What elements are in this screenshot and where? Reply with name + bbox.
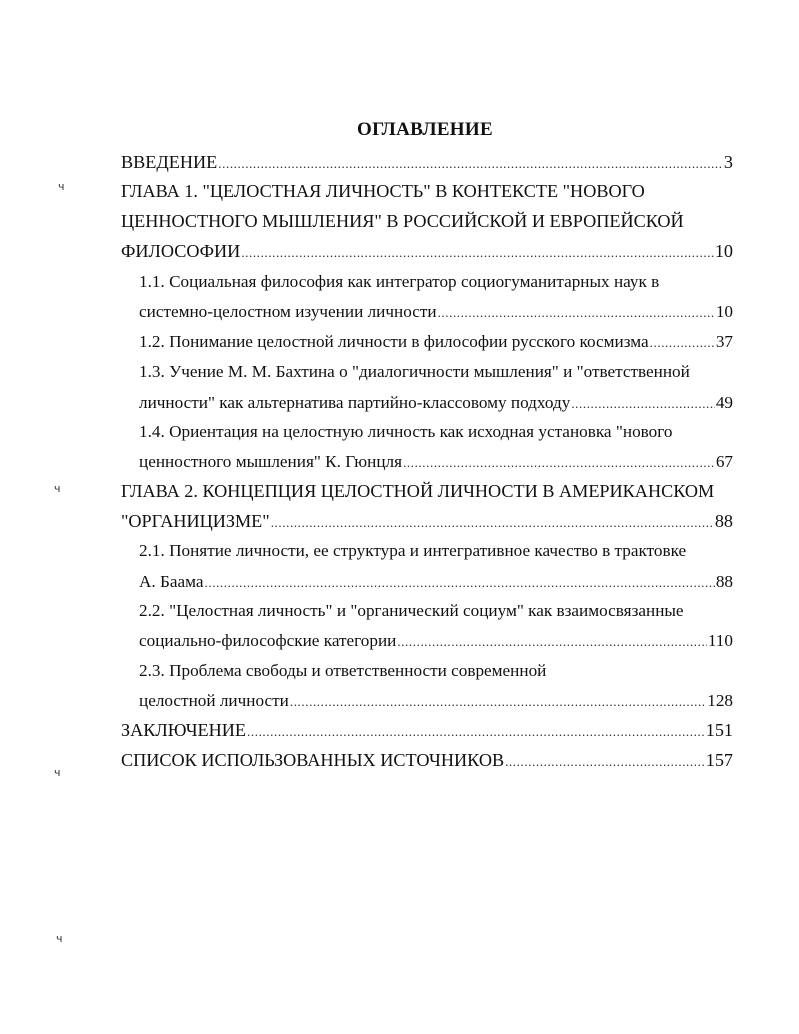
toc-section-1-4[interactable] (139, 451, 733, 474)
toc-page-number: 110 (707, 631, 733, 650)
toc-page-number: 151 (705, 720, 733, 740)
toc-entry-text: ВВЕДЕНИЕ (121, 152, 218, 172)
toc-page-number: 88 (715, 572, 733, 591)
toc-entry-text: системно-целостном изучении личности (139, 302, 437, 321)
toc-page-number: 10 (715, 302, 733, 321)
toc-section-1-4-line1[interactable]: 1.4. Ориентация на целостную личность как исходная установка "нового (139, 422, 673, 441)
toc-page-number: 37 (715, 332, 733, 351)
toc-section-1-2[interactable] (139, 331, 733, 354)
toc-entry-text: ценностного мышления" К. Гюнцля (139, 452, 403, 471)
toc-entry-intro[interactable] (121, 151, 733, 175)
toc-entry-sources[interactable] (121, 749, 733, 773)
toc-page-number: 88 (714, 511, 733, 531)
toc-chapter-1-line2[interactable]: ЦЕННОСТНОГО МЫШЛЕНИЯ" В РОССИЙСКОЙ И ЕВРОПЕЙСКОЙ (121, 211, 684, 231)
toc-page-number: 10 (714, 241, 733, 261)
leader-dots (403, 452, 715, 474)
toc-entry-text: ФИЛОСОФИИ (121, 241, 241, 261)
leader-dots (438, 302, 715, 324)
toc-page-number: 49 (715, 393, 733, 412)
toc-section-2-3[interactable] (139, 690, 733, 713)
toc-section-2-1[interactable] (139, 571, 733, 594)
toc-entry-text: "ОРГАНИЦИЗМЕ" (121, 511, 270, 531)
leader-dots (271, 512, 714, 534)
margin-mark: ч (56, 932, 63, 945)
toc-chapter-1-line1[interactable]: ГЛАВА 1. "ЦЕЛОСТНАЯ ЛИЧНОСТЬ" В КОНТЕКСТЕ "НОВОГО (121, 181, 645, 201)
leader-dots (290, 691, 706, 713)
leader-dots (571, 393, 715, 415)
toc-page-number: 67 (715, 452, 733, 471)
leader-dots (505, 751, 705, 773)
toc-section-1-3[interactable] (139, 392, 733, 415)
margin-mark: ч (54, 482, 61, 495)
page-title: ОГЛАВЛЕНИЕ (357, 119, 493, 140)
toc-section-1-1-line1[interactable]: 1.1. Социальная философия как интегратор социогуманитарных наук в (139, 272, 660, 291)
leader-dots (218, 153, 723, 175)
toc-entry-text: ЗАКЛЮЧЕНИЕ (121, 720, 247, 740)
toc-chapter-2[interactable] (121, 510, 733, 534)
leader-dots (650, 332, 715, 354)
toc-page-number: 3 (723, 152, 733, 172)
leader-dots (241, 242, 713, 264)
toc-section-2-2-line1[interactable]: 2.2. "Целостная личность" и "органический социум" как взаимосвязанные (139, 601, 684, 620)
toc-entry-text: социально-философские категории (139, 631, 397, 650)
toc-section-2-3-line1[interactable]: 2.3. Проблема свободы и ответственности современной (139, 661, 547, 680)
toc-entry-conclusion[interactable] (121, 719, 733, 743)
toc-section-1-1[interactable] (139, 301, 733, 324)
toc-entry-text: СПИСОК ИСПОЛЬЗОВАННЫХ ИСТОЧНИКОВ (121, 750, 505, 770)
toc-chapter-2-line1[interactable]: ГЛАВА 2. КОНЦЕПЦИЯ ЦЕЛОСТНОЙ ЛИЧНОСТИ В АМЕРИКАНСКОМ (121, 481, 715, 501)
leader-dots (397, 631, 707, 653)
toc-entry-text: 1.2. Понимание целостной личности в философии русского космизма (139, 332, 649, 351)
margin-mark: ч (58, 180, 65, 193)
toc-chapter-1[interactable] (121, 240, 733, 264)
toc-section-2-1-line1[interactable]: 2.1. Понятие личности, ее структура и интегративное качество в трактовке (139, 541, 687, 560)
leader-dots (247, 721, 705, 743)
toc-page-number: 128 (707, 691, 733, 710)
toc-section-2-2[interactable] (139, 630, 733, 653)
toc-entry-text: личности" как альтернатива партийно-классовому подходу (139, 393, 571, 412)
leader-dots (205, 572, 715, 594)
toc-page-number: 157 (705, 750, 733, 770)
margin-mark: ч (54, 766, 61, 779)
toc-section-1-3-line1[interactable]: 1.3. Учение М. М. Бахтина о "диалогичности мышления" и "ответственной (139, 362, 690, 381)
toc-entry-text: целостной личности (139, 691, 289, 710)
toc-entry-text: А. Баама (139, 572, 204, 591)
